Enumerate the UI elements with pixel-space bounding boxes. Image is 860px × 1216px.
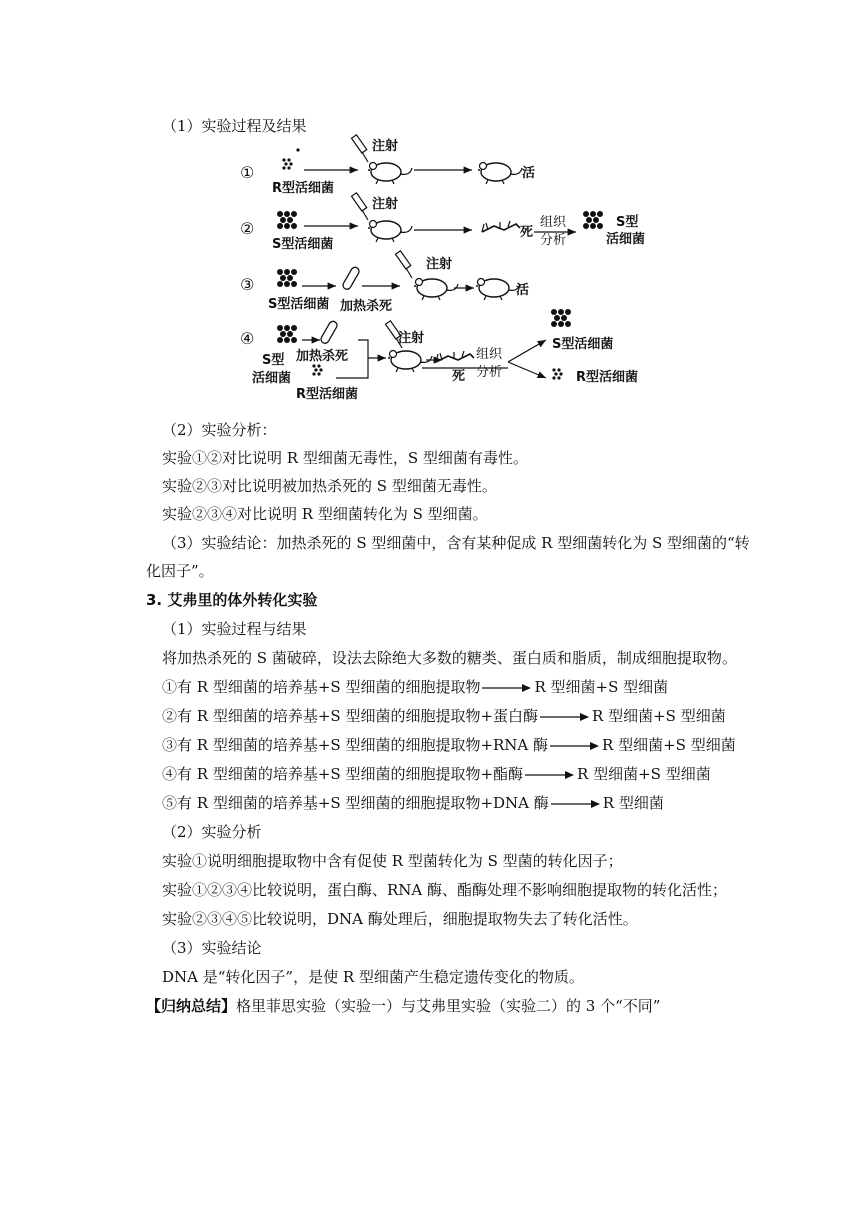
analysis-label-2: 分析: [540, 233, 567, 248]
experiment-left: ②有 R 型细菌的培养基+S 型细菌的细胞提取物+蛋白酶: [162, 707, 539, 725]
summary-tag: 【归纳总结】: [146, 997, 237, 1015]
experiment-left: ⑤有 R 型细菌的培养基+S 型细菌的细胞提取物+DNA 酶: [162, 794, 549, 812]
dead-label-2: 死: [520, 225, 534, 240]
syringe-icon: [396, 251, 412, 278]
arrow-icon: [482, 683, 532, 693]
tissue-label-4: 组织: [476, 347, 503, 362]
analysis-line: 实验②③④对比说明 R 型细菌转化为 S 型细菌。: [162, 505, 488, 523]
analysis-line: 实验②③④⑤比较说明，DNA 酶处理后，细胞提取物失去了转化活性。: [162, 910, 638, 928]
experiment-line: [162, 793, 664, 813]
row-label-3: ③: [240, 275, 255, 294]
analysis-line: 实验①②③④比较说明，蛋白酶、RNA 酶、酯酶处理不影响细胞提取物的转化活性；: [162, 881, 728, 899]
experiment-left: ④有 R 型细菌的培养基+S 型细菌的细胞提取物+酯酶: [162, 765, 524, 783]
s-bacteria-icon: [583, 211, 603, 229]
intro-paragraph: 将加热杀死的 S 菌破碎，设法去除绝大多数的糖类、蛋白质和脂质，制成细胞提取物。: [162, 649, 737, 667]
analysis-label-4: 分析: [476, 365, 503, 380]
syringe-icon: [352, 135, 368, 162]
s-live-result-label: S型活细菌: [552, 337, 614, 352]
experiment-line: [162, 735, 736, 755]
analysis-line: 实验①②对比说明 R 型细菌无毒性，S 型细菌有毒性。: [162, 449, 528, 467]
experiment-line: [162, 706, 726, 726]
s-type-label-2: S型: [616, 215, 639, 230]
live-bacteria-label-4: 活细菌: [252, 371, 292, 386]
mouse-icon: [388, 351, 432, 373]
analysis-heading: （2）实验分析：: [162, 421, 277, 439]
experiment-left: ①有 R 型细菌的培养基+S 型细菌的细胞提取物: [162, 678, 481, 696]
inject-label-4: 注射: [398, 331, 425, 346]
r-live-result-label: R型活细菌: [576, 370, 639, 385]
heat-kill-label-4: 加热杀死: [296, 349, 349, 364]
conclusion-line: 化因子”。: [146, 562, 214, 580]
experiment-right: R 型细菌+S 型细菌: [602, 736, 736, 754]
experiment-right: R 型细菌+S 型细菌: [577, 765, 711, 783]
mouse-icon: [414, 279, 458, 301]
arrow-icon: [550, 741, 600, 751]
row-label-2: ②: [240, 219, 255, 238]
process-heading: （1）实验过程及结果: [162, 117, 307, 135]
syringe-icon: [352, 193, 368, 220]
mouse-icon: [368, 221, 412, 243]
mouse-icon: [368, 163, 412, 185]
experiment-right: R 型细菌: [602, 794, 664, 812]
s-bacteria-icon: [277, 325, 297, 343]
r-live-label-4: R型活细菌: [296, 387, 359, 402]
experiment-line: [162, 764, 711, 784]
r-bacteria-icon: [552, 368, 562, 379]
arrow-icon: [525, 770, 575, 780]
conclusion-heading: （3）实验结论: [162, 939, 262, 957]
process-heading: （1）实验过程与结果: [162, 620, 307, 638]
s-bacteria-icon: [277, 211, 297, 229]
s-bacteria-icon: [551, 309, 571, 327]
analysis-line: 实验①说明细胞提取物中含有促使 R 型菌转化为 S 型菌的转化因子；: [162, 852, 623, 870]
s-bacteria-icon: [277, 269, 297, 287]
summary-line: [146, 996, 660, 1016]
r-bacteria-icon: [282, 158, 292, 169]
experiment-right: R 型细菌+S 型细菌: [592, 707, 726, 725]
test-tube-icon: [342, 266, 361, 291]
analysis-heading: （2）实验分析: [162, 823, 262, 841]
row-label-1: ①: [240, 163, 255, 182]
alive-label-3: 活: [516, 283, 530, 298]
conclusion-text: DNA 是“转化因子”，是使 R 型细菌产生稳定遗传变化的物质。: [162, 968, 584, 986]
griffith-experiment-figure: [236, 130, 676, 410]
test-tube-icon: [320, 320, 339, 345]
experiment-right: R 型细菌+S 型细菌: [534, 678, 669, 696]
dead-mouse-icon: [482, 221, 520, 232]
row-label-4: ④: [240, 329, 255, 348]
mouse-icon: [476, 279, 520, 301]
inject-label-2: 注射: [372, 197, 399, 212]
r-bacteria-icon: [312, 364, 322, 375]
tissue-label-2: 组织: [540, 215, 567, 230]
summary-text: 格里菲思实验（实验一）与艾弗里实验（实验二）的 3 个“不同”: [236, 997, 661, 1015]
conclusion-line: （3）实验结论：加热杀死的 S 型细菌中，含有某种促成 R 型细菌转化为 S 型细菌的“转: [162, 534, 750, 552]
s-live-label-3: S型活细菌: [268, 297, 330, 312]
heat-kill-label-3: 加热杀死: [340, 299, 393, 314]
arrow-icon: [551, 799, 601, 809]
inject-label-1: 注射: [372, 139, 399, 154]
arrow-icon: [540, 712, 590, 722]
analysis-line: 实验②③对比说明被加热杀死的 S 型细菌无毒性。: [162, 477, 497, 495]
inject-label-3: 注射: [426, 257, 453, 272]
live-bacteria-label-2: 活细菌: [606, 232, 646, 247]
experiment-line: [162, 677, 668, 697]
s-type-label-4: S型: [262, 353, 285, 368]
experiment-left: ③有 R 型细菌的培养基+S 型细菌的细胞提取物+RNA 酶: [162, 736, 549, 754]
s-live-label-2: S型活细菌: [272, 237, 334, 252]
r-live-label-1: R型活细菌: [272, 181, 335, 196]
section-title: 3. 艾弗里的体外转化实验: [146, 591, 318, 609]
dead-label-4: 死: [452, 369, 466, 384]
alive-label-1: 活: [522, 166, 536, 181]
mouse-icon: [478, 163, 522, 185]
